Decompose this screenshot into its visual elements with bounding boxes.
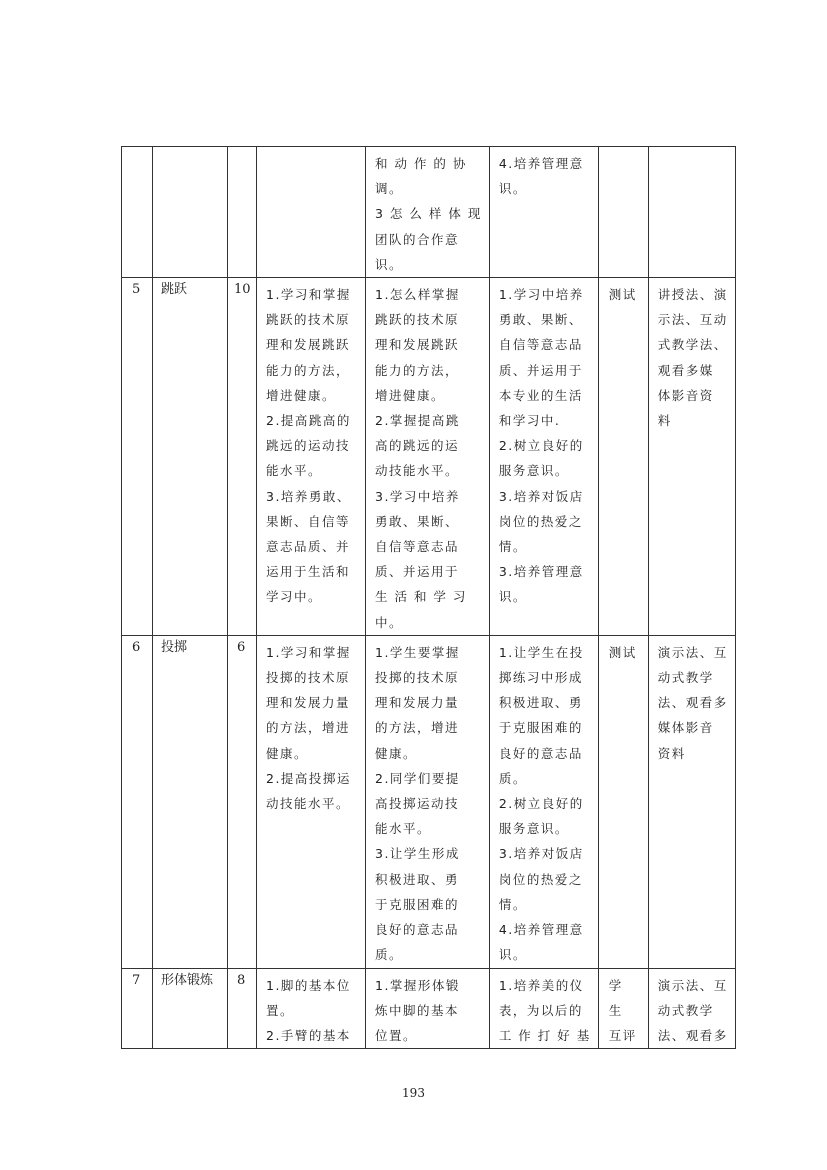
cell-line: 理和发展力量 bbox=[375, 695, 460, 711]
cell-line: 于克服困难的 bbox=[498, 720, 583, 736]
table-row bbox=[122, 278, 736, 636]
hours-cell: 8 bbox=[228, 968, 257, 1049]
cell-line: 健康。 bbox=[375, 745, 418, 761]
cell-line: 能力的方法， bbox=[266, 362, 351, 378]
cell-line: 3.培养勇敢、 bbox=[266, 488, 351, 504]
cell-line: 媒体影音 bbox=[657, 720, 714, 736]
assessment-cell: 学 生 互评 bbox=[598, 968, 648, 1049]
cell-line: 动式教学 bbox=[657, 1002, 714, 1018]
table-row bbox=[122, 635, 736, 968]
cell-line: 和学习中. bbox=[498, 413, 561, 429]
cell-line: 1.怎么样掌握 bbox=[375, 287, 460, 303]
cell-line: 1.让学生在投 bbox=[498, 644, 584, 660]
cell-line: 1.学习和掌握 bbox=[266, 287, 351, 303]
cell-line: 良好的意志品 bbox=[375, 922, 460, 938]
cell-line: 料 bbox=[657, 413, 672, 429]
cell-line: 动式教学 bbox=[657, 670, 714, 686]
cell-text bbox=[490, 636, 598, 968]
cell-line: 位置。 bbox=[375, 1027, 418, 1043]
cell-line: 情。 bbox=[498, 539, 527, 555]
hours-cell: 10 bbox=[228, 278, 257, 636]
cell-line: 法、观看多 bbox=[657, 695, 728, 711]
cell-line: 式教学法、 bbox=[657, 337, 728, 353]
cell-line: 掷练习中形成 bbox=[498, 670, 583, 686]
cell-line: 2.提高投掷运 bbox=[266, 770, 351, 786]
quality-cell bbox=[489, 635, 598, 968]
cell-line: 投掷的技术原 bbox=[375, 670, 460, 686]
objectives-cell bbox=[257, 278, 366, 636]
cell-line: 中。 bbox=[375, 614, 404, 630]
cell-line: 自信等意志品 bbox=[498, 337, 583, 353]
cell-line: 高投掷运动技 bbox=[375, 796, 460, 812]
curriculum-table bbox=[121, 146, 736, 1049]
cell-line: 本专业的生活 bbox=[498, 387, 583, 403]
cell-line: 岗位的热爱之 bbox=[498, 871, 583, 887]
cell-line: 质。 bbox=[375, 947, 404, 963]
cell-text bbox=[490, 147, 598, 201]
cell-line: 4.培养管理意 bbox=[498, 156, 584, 171]
cell-text bbox=[366, 147, 489, 277]
content-cell bbox=[366, 147, 490, 278]
cell-line: 健康。 bbox=[266, 745, 309, 761]
cell-line: 服务意识。 bbox=[498, 463, 569, 479]
cell-line: 质、并运用于 bbox=[498, 362, 583, 378]
table-row bbox=[122, 147, 736, 278]
cell-text bbox=[257, 147, 365, 151]
cell-line: 演示法、互 bbox=[657, 644, 728, 660]
cell-line: 3.培养对饭店 bbox=[498, 488, 584, 504]
cell-line: 于克服困难的 bbox=[375, 896, 460, 912]
cell-line: 能力的方法， bbox=[375, 362, 460, 378]
cell-line: 2.手臂的基本 bbox=[266, 1027, 351, 1043]
cell-line: 积极进取、勇 bbox=[375, 871, 460, 887]
assessment-cell bbox=[598, 147, 648, 278]
cell-text bbox=[490, 278, 598, 610]
cell-line: 法、观看多 bbox=[657, 1027, 728, 1043]
objectives-cell bbox=[257, 147, 366, 278]
content-cell bbox=[366, 968, 490, 1049]
cell-line: 3.让学生形成 bbox=[375, 846, 460, 862]
hours-cell: 6 bbox=[228, 635, 257, 968]
cell-line: 跳跃的技术原 bbox=[266, 312, 351, 328]
cell-line: 2.同学们要提 bbox=[375, 770, 460, 786]
cell-line: 团队的合作意 bbox=[375, 231, 460, 247]
cell-line: 1.学习中培养 bbox=[498, 287, 584, 303]
cell-line: 意志品质、并 bbox=[266, 539, 351, 555]
table-row bbox=[122, 968, 736, 1049]
item-name-cell: 跳跃 bbox=[153, 278, 228, 636]
assessment-cell: 测试 bbox=[598, 635, 648, 968]
cell-line: 资料 bbox=[657, 745, 686, 761]
cell-line: 1.掌握形体锻 bbox=[375, 977, 460, 993]
cell-line: 体影音资 bbox=[657, 387, 714, 403]
cell-line: 果断、自信等 bbox=[266, 513, 351, 529]
cell-line: 能水平。 bbox=[266, 463, 323, 479]
cell-line: 3.培养管理意 bbox=[498, 564, 584, 580]
cell-line: 质。 bbox=[498, 770, 527, 786]
quality-cell bbox=[489, 147, 598, 278]
cell-line: 跳跃的技术原 bbox=[375, 312, 460, 328]
item-name-cell: 形体锻炼 bbox=[153, 968, 228, 1049]
hours-cell bbox=[228, 147, 257, 278]
cell-line: 识。 bbox=[498, 181, 527, 197]
cell-line: 增进健康。 bbox=[266, 387, 337, 403]
cell-line: 识。 bbox=[375, 256, 404, 272]
content-cell bbox=[366, 635, 490, 968]
row-number-cell: 7 bbox=[122, 968, 153, 1049]
cell-line: 积极进取、勇 bbox=[498, 695, 583, 711]
cell-line: 演示法、互 bbox=[657, 977, 728, 993]
cell-line: 动技能水平。 bbox=[266, 796, 351, 812]
cell-line: 增进健康。 bbox=[375, 387, 446, 403]
cell-line: 投掷的技术原 bbox=[266, 670, 351, 686]
cell-line: 学习中。 bbox=[266, 589, 323, 605]
cell-line: 自信等意志品 bbox=[375, 539, 460, 555]
cell-line: 理和发展跳跃 bbox=[375, 337, 460, 353]
cell-line: 运用于生活和 bbox=[266, 564, 351, 580]
cell-line: 勇敢、果断、 bbox=[498, 312, 583, 328]
row-number-cell: 6 bbox=[122, 635, 153, 968]
method-cell bbox=[648, 147, 735, 278]
content-cell bbox=[366, 278, 490, 636]
row-number-cell bbox=[122, 147, 153, 278]
method-cell bbox=[648, 278, 735, 636]
cell-line: 2.树立良好的 bbox=[498, 796, 584, 812]
cell-line: 1.学习和掌握 bbox=[266, 644, 351, 660]
cell-line: 质、并运用于 bbox=[375, 564, 460, 580]
cell-line: 情。 bbox=[498, 896, 527, 912]
cell-line: 炼中脚的基本 bbox=[375, 1002, 460, 1018]
cell-text bbox=[366, 278, 489, 635]
cell-text bbox=[257, 636, 365, 816]
cell-line: 1.培养美的仪 bbox=[498, 977, 584, 993]
cell-line: 理和发展跳跃 bbox=[266, 337, 351, 353]
cell-text bbox=[366, 636, 489, 968]
cell-line: 跳远的运动技 bbox=[266, 438, 351, 454]
cell-line: 4.培养管理意 bbox=[498, 922, 584, 938]
assessment-cell: 测试 bbox=[598, 278, 648, 636]
cell-line: 示法、互动 bbox=[657, 312, 728, 328]
cell-line: 岗位的热爱之 bbox=[498, 513, 583, 529]
cell-line: 2.提高跳高的 bbox=[266, 413, 351, 429]
cell-text bbox=[366, 969, 489, 1049]
cell-line: 工 作 打 好 基 bbox=[498, 1027, 591, 1043]
cell-line: 动技能水平。 bbox=[375, 463, 460, 479]
cell-text bbox=[649, 636, 735, 766]
objectives-cell bbox=[257, 635, 366, 968]
cell-text bbox=[490, 969, 598, 1049]
cell-line: 识。 bbox=[498, 947, 527, 963]
cell-text bbox=[257, 278, 365, 610]
cell-line: 2.掌握提高跳 bbox=[375, 413, 460, 429]
cell-line: 调。 bbox=[375, 181, 404, 197]
cell-line: 3 怎 么 样 体 现 bbox=[375, 206, 482, 222]
cell-line: 理和发展力量 bbox=[266, 695, 351, 711]
cell-line: 2.树立良好的 bbox=[498, 438, 584, 454]
cell-line: 3.学习中培养 bbox=[375, 488, 460, 504]
method-cell bbox=[648, 635, 735, 968]
method-cell bbox=[648, 968, 735, 1049]
cell-line: 1.学生要掌握 bbox=[375, 644, 460, 660]
page-number: 193 bbox=[402, 1086, 425, 1100]
item-name-cell: 投掷 bbox=[153, 635, 228, 968]
objectives-cell bbox=[257, 968, 366, 1049]
cell-line: 1.脚的基本位 bbox=[266, 977, 351, 993]
cell-line: 讲授法、演 bbox=[657, 287, 728, 303]
cell-line: 和 动 作 的 协 bbox=[375, 156, 467, 171]
cell-line: 能水平。 bbox=[375, 821, 432, 837]
quality-cell bbox=[489, 968, 598, 1049]
quality-cell bbox=[489, 278, 598, 636]
cell-line: 表，为以后的 bbox=[498, 1002, 583, 1018]
cell-text bbox=[649, 278, 735, 433]
cell-line: 勇敢、果断、 bbox=[375, 513, 460, 529]
cell-line: 的方法，增进 bbox=[375, 720, 460, 736]
cell-text bbox=[257, 969, 365, 1049]
cell-line: 识。 bbox=[498, 589, 527, 605]
cell-line: 生 活 和 学 习 bbox=[375, 589, 467, 605]
cell-text bbox=[649, 969, 735, 1049]
item-name-cell bbox=[153, 147, 228, 278]
cell-line: 良好的意志品 bbox=[498, 745, 583, 761]
row-number-cell: 5 bbox=[122, 278, 153, 636]
cell-line: 高的跳远的运 bbox=[375, 438, 460, 454]
cell-line: 观看多媒 bbox=[657, 362, 714, 378]
cell-line: 的方法，增进 bbox=[266, 720, 351, 736]
cell-line: 服务意识。 bbox=[498, 821, 569, 837]
cell-line: 3.培养对饭店 bbox=[498, 846, 584, 862]
cell-line: 置。 bbox=[266, 1002, 295, 1018]
